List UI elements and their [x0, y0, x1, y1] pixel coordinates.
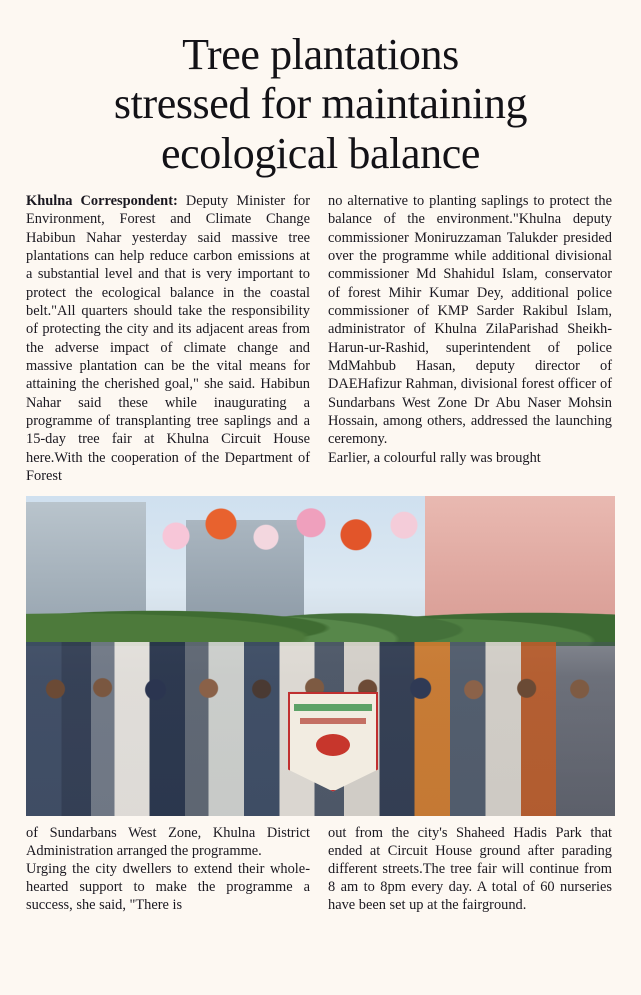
article-body-right — [328, 192, 612, 467]
article-body-left — [26, 192, 310, 486]
page-title — [32, 30, 609, 178]
caption-text-left-wrap — [26, 824, 310, 915]
photo-balloons — [146, 500, 446, 560]
headline-line-3: ecological balance — [161, 128, 480, 178]
article-text-right-2: Earlier, a colourful rally was brought — [328, 449, 541, 466]
photo-scene — [26, 496, 615, 816]
article-text-left: Deputy Minister for Environment, Forest and Climate Change Habibun Nahar yesterday said massive tree plantations can help reduce carbon emissions at a substantial level and that is very important to protect the ecological balance in the coastal belt."All quarters should take the responsibility of protecting the city and its adjacent areas from the adverse impact of climate change and massive plantation can be the vital means for attaining the cherished goal," she said. Habibun Nahar said these while inaugurating a programme of transplanting tree saplings and a 15-day tree fair at Khulna Circuit House here.With the cooperation of the Department of Forest — [26, 192, 311, 485]
headline-line-1: Tree plantations — [182, 30, 459, 79]
caption-text-left: of Sundarbans West Zone, Khulna District Administration arranged the programme. — [26, 824, 310, 859]
article-photo — [26, 496, 615, 816]
caption-text-right-wrap — [328, 824, 612, 915]
article-column-left — [26, 192, 310, 486]
headline-line-2: stressed for maintaining — [113, 79, 528, 129]
caption-column-right — [328, 824, 612, 915]
caption-text-left-2: Urging the city dwellers to extend their whole-hearted support to make the programme a success, she said, "There is — [26, 860, 310, 914]
article-column-right — [328, 192, 612, 467]
banner-line-2 — [300, 718, 366, 724]
byline: Khulna Correspondent: — [26, 192, 178, 209]
article-columns — [26, 192, 615, 486]
article-text-right: no alternative to planting saplings to protect the balance of the environment."Khulna deputy commissioner Moniruzzaman Talukder presided over the programme while additional divisional commissioner Md Shahidul Islam, conservator of forest Mihir Kumar Dey, additional police commissioner of KMP Sarder Rakibul Islam, administrator of Khulna ZilaParishad Sheikh-Harun-ur-Rashid, superintendent of police MdMahbub Hasan, deputy director of DAEHafizur Rahman, divisional forest officer of Sundarbans West Zone Dr Abu Naser Mohsin Hossain, among others, addressed the launching ceremony. — [328, 192, 612, 448]
banner-logo — [316, 734, 350, 756]
caption-text-right: out from the city's Shaheed Hadis Park that ended at Circuit House ground after parading different streets.The tree fair will continue from 8 am to 8pm every day. A total of 60 nurseries have been set up at the fairground. — [328, 824, 612, 914]
caption-column-left — [26, 824, 310, 915]
banner-line-1 — [294, 704, 372, 711]
caption-columns — [26, 824, 615, 915]
